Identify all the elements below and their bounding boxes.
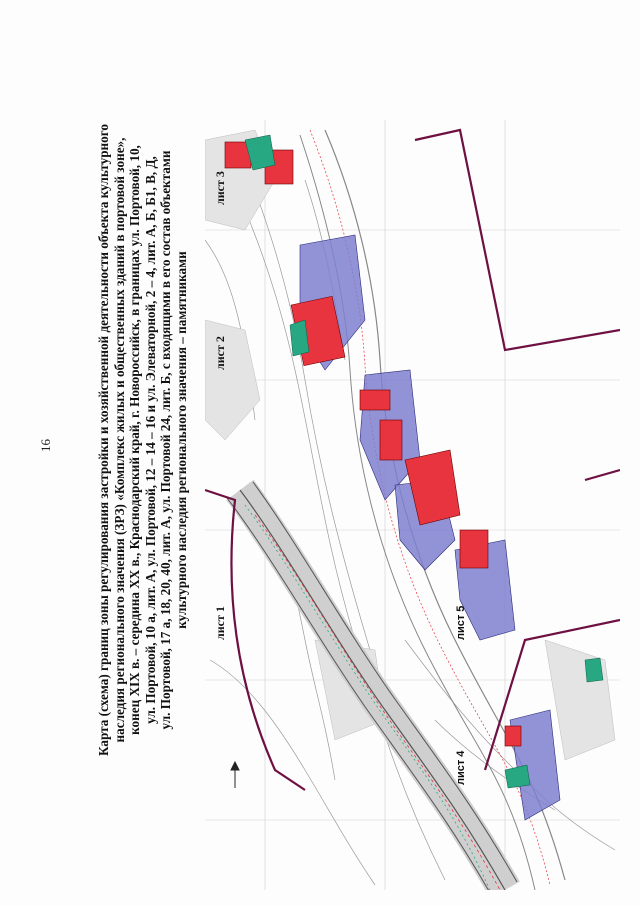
north-arrow-icon [231,762,239,788]
zone-map [205,120,620,890]
title-line-1: Карта (схема) границ зоны регулирования застройки и хозяйственной деятельности объекта культурного [96,124,111,756]
monument-3 [380,420,402,460]
sheet-label-3: лист 3 [213,171,227,205]
title-line-4: ул. Портовой, 10 а, лит. А, ул. Портовой, 12 – 14 – 16 и ул. Элеваторной, 2 – 4, лит. А, Б, Б1, В, Д, [142,156,158,724]
title-line-2: наследия регионального значения (ЗРЗ) «Комплекс жилых и общественных зданий в портовой зоне», [111,137,127,743]
sheet-label-1: лист 1 [213,606,227,640]
sheet-label-4: лист 4 [455,750,467,785]
map-drawing [205,120,620,890]
title-line-5: ул. Портовой, 17 а, 18, 20, 40, лит. А, ул. Портовой 24, лит. Б, с входящими в его состав объектами [158,150,174,730]
monument-5 [460,530,488,568]
monument-8 [505,726,521,746]
map-title [96,70,190,810]
sheet-label-2: лист 2 [213,336,227,370]
sheet-label-5: лист 5 [455,605,467,640]
title-line-3: конец XIX в. – середина XX в., Краснодарский край, г. Новороссийск, в границах ул. Портовой, 10, [127,145,143,735]
monument-2 [360,390,390,410]
page-number: 16 [38,439,53,452]
title-line-6: культурного наследия регионального значения – памятниками [173,251,189,629]
